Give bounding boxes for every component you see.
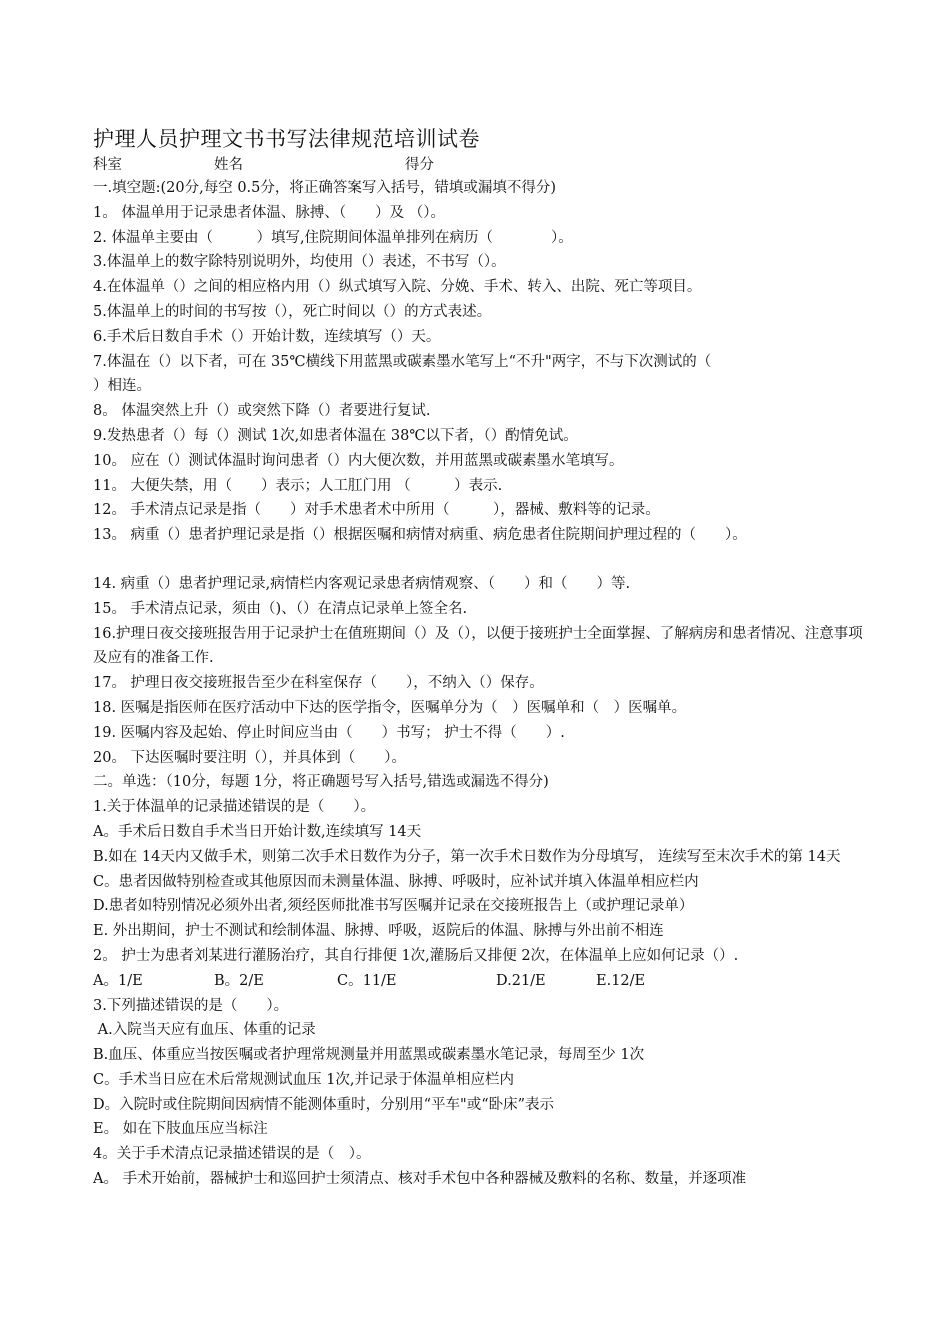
mc2-option-c: C。11/E <box>337 972 397 989</box>
mc2-option-b: B。2/E <box>214 972 264 989</box>
mc2-option-d: D.21/E <box>496 972 546 989</box>
mc1-stem: 1.关于体温单的记录描述错误的是（ ）。 <box>93 799 376 816</box>
blank-spacer <box>93 548 863 572</box>
mc3-stem: 3.下列描述错误的是（ ）。 <box>93 997 289 1014</box>
mc4-option-a: A。 手术开始前，器械护士和巡回护士须清点、核对手术包中各种器械及敷料的名称、数量，并逐项准 <box>93 1171 747 1188</box>
question-19: 19. 医嘱内容及起始、停止时间应当由（ ）书写； 护士不得（ ）. <box>93 724 565 741</box>
mc1-option-d: D.患者如特别情况必须外出者,须经医师批准书写医嘱并记录在交接班报告上（或护理记录单） <box>93 898 694 915</box>
question-15: 15。 手术清点记录，须由（)、（）在清点记录单上签全名. <box>93 600 468 617</box>
dept-label: 科室 <box>93 157 122 173</box>
question-5: 5.体温单上的时间的书写按（），死亡时间以（）的方式表述。 <box>93 303 492 320</box>
question-7-line1: 7.体温在（）以下者，可在 35℃横线下用蓝黑或碳素墨水笔写上“不升"两字，不与下次测试的（ <box>93 353 712 370</box>
question-3: 3.体温单上的数字除特别说明外，均使用（）表述，不书写（）。 <box>93 254 506 271</box>
section2-heading: 二。单选：（10分，每题 1分，将正确题号写入括号,错选或漏选不得分) <box>93 774 549 791</box>
exam-document <box>93 124 863 1192</box>
question-7-line2: ）相连。 <box>93 378 151 395</box>
mc3-option-e: E。 如在下肢血压应当标注 <box>93 1121 268 1138</box>
header-fields <box>93 154 863 176</box>
mc1-option-a: A。手术后日数自手术当日开始计数,连续填写 14天 <box>93 823 422 840</box>
question-8: 8。 体温突然上升（）或突然下降（）者要进行复试. <box>93 403 431 420</box>
question-10: 10。 应在（）测试体温时询问患者（）内大便次数，并用蓝黑或碳素墨水笔填写。 <box>93 452 624 469</box>
document-title: 护理人员护理文书书写法律规范培训试卷 <box>93 127 480 151</box>
question-20: 20。 下达医嘱时要注明（），并具体到（ ）。 <box>93 749 407 766</box>
mc2-stem: 2。 护士为患者刘某进行灌肠治疗，其自行排便 1次,灌肠后又排便 2次，在体温单上应如何记录（）. <box>93 947 739 964</box>
mc3-option-d: D。入院时或住院期间因病情不能测体重时，分别用“平车"或“卧床”表示 <box>93 1096 555 1113</box>
mc2-option-e: E.12/E <box>596 972 646 989</box>
section1-heading: 一.填空题:(20分,每空 0.5分，将正确答案写入括号，错填或漏填不得分) <box>93 180 557 196</box>
score-label: 得分 <box>405 157 434 173</box>
mc3-option-a: A.入院当天应有血压、体重的记录 <box>93 1022 316 1039</box>
question-11: 11。 大便失禁，用（ ）表示；人工肛门用 （ ）表示. <box>93 477 503 494</box>
question-12: 12。 手术清点记录是指（ ）对手术患者术中所用（ ），器械、敷料等的记录。 <box>93 502 660 519</box>
name-label: 姓名 <box>214 157 243 173</box>
mc3-option-c: C。手术当日应在术后常规测试血压 1次,并记录于体温单相应栏内 <box>93 1071 515 1088</box>
question-9: 9.发热患者（）每（）测试 1次,如患者体温在 38℃以下者，（）酌情免试。 <box>93 427 578 444</box>
mc2-options <box>93 969 863 994</box>
question-2: 2. 体温单主要由（ ）填写,住院期间体温单排列在病历（ ）。 <box>93 229 573 246</box>
mc3-option-b: B.血压、体重应当按医嘱或者护理常规测量并用蓝黑或碳素墨水笔记录，每周至少 1次 <box>93 1047 645 1064</box>
question-6: 6.手术后日数自手术（）开始计数，连续填写（）天。 <box>93 328 441 345</box>
mc1-option-c: C。患者因做特别检查或其他原因而未测量体温、脉搏、呼吸时，应补试并填入体温单相应栏内 <box>93 873 699 890</box>
question-4: 4.在体温单（）之间的相应格内用（）纵式填写入院、分娩、手术、转入、出院、死亡等项目。 <box>93 279 702 296</box>
question-1: 1。 体温单用于记录患者体温、脉搏、（ ）及 （）。 <box>93 204 445 221</box>
question-14: 14. 病重（）患者护理记录,病情栏内客观记录患者病情观察、（ ）和（ ）等. <box>93 575 631 592</box>
question-16: 16.护理日夜交接班报告用于记录护士在值班期间（）及（），以便于接班护士全面掌握、了解病房和患者情况、注意事项及应有的准备工作. <box>93 625 863 667</box>
question-17: 17。 护理日夜交接班报告至少在科室保存（ ），不纳入（）保存。 <box>93 675 544 692</box>
mc1-option-b: B.如在 14天内又做手术，则第二次手术日数作为分子，第一次手术日数作为分母填写， 连续写至末次手术的第 14天 <box>93 848 841 865</box>
mc1-option-e: E. 外出期间，护士不测试和绘制体温、脉搏、呼吸，返院后的体温、脉搏与外出前不相连 <box>93 923 664 940</box>
question-18: 18. 医嘱是指医师在医疗活动中下达的医学指令，医嘱单分为（ ）医嘱单和（ ）医嘱单。 <box>93 699 687 716</box>
mc4-stem: 4。关于手术清点记录描述错误的是（ ）。 <box>93 1146 371 1163</box>
mc2-option-a: A。1/E <box>93 972 143 989</box>
question-13: 13。 病重（）患者护理记录是指（）根据医嘱和病情对病重、病危患者住院期间护理过程的（ ）。 <box>93 527 747 544</box>
